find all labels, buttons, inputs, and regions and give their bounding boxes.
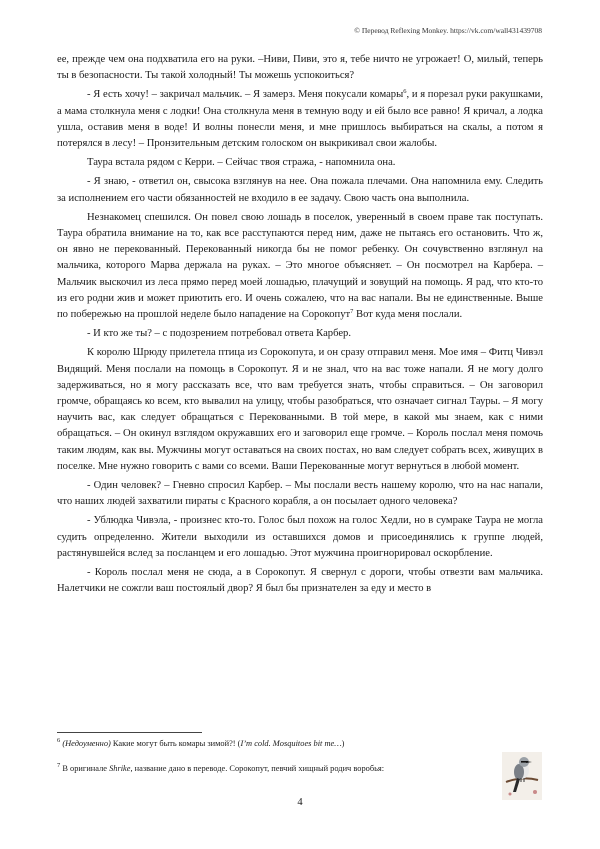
shrike-bird-image: [502, 752, 542, 800]
paragraph: - Я знаю, - ответил он, свысока взглянув на нее. Она пожала плечами. Она напомнила ему. Следить за исполнением его части обязанностей не входило в ее задачу. Свою часть она выполнила.: [57, 176, 543, 204]
paragraph: Таура встала рядом с Керри. – Сейчас твоя стража, - напомнила она.: [87, 157, 396, 169]
footnote-ref-7[interactable]: 7: [350, 308, 354, 316]
footnote-6: $^6$ (Недоуменно) Какие могут быть комары зимой?! (I’m cold. Mosquitoes bit me…): [57, 737, 345, 748]
main-text: [57, 52, 543, 598]
footnote-7: $^7$ В оригинале Shrike, название дано в переводе. Сорокопут, певчий хищный родич воробья:: [57, 762, 385, 773]
paragraph: Незнакомец спешился. Он повел свою лошадь в поселок, уверенный в своем праве так поступать. Таура обратила внимание на то, как все расступаются перед ним, даже не пытаясь его остановить. Что ж, он явно не перекованный. Перекованный никогда бы не помог ребенку. Он сочувственно взглянул на мальчика, которого Марва держала на руках. – Это многое объясняет. – Он посмотрел на Карбера. – Мальчик выскочил из леса прямо перед моей лошадью, плачущий и зовущий на помощь. Я рад, что кто-то из его родни жив и может приютить его. И очень сожалею, что на вас напали. Вы не единственные. Выше по побережью на прошлой неделе было нападение на Сорокопут$^7$ Вот куда меня послали.: [57, 211, 543, 321]
paragraph: - Король послал меня не сюда, а в Сорокопут. Я свернул с дороги, чтобы отвезти вам мальчика. Налетчики не сожгли ваш постоялый двор? Я был бы признателен за еду и место в: [57, 567, 543, 595]
footnote-divider: [57, 732, 202, 733]
paragraph: ее, прежде чем она подхватила его на руки. –Ниви, Пиви, это я, тебе ничто не угрожает! О, милый, теперь ты в безопасности. Ты такой холодный! Ты можешь успокоиться?: [57, 54, 543, 82]
page-number: 4: [297, 797, 303, 808]
paragraph: К королю Шрюду прилетела птица из Сорокопута, и он сразу отправил меня. Мое имя – Фитц Чивэл Видящий. Меня послали на помощь в Сорокопут. Я и не знал, что на вас тоже напали. Я не могу долго задерживаться, но я могу рассказать все, что вам требуется знать, чтобы справиться. – Он заговорил громче, обращаясь ко всем, кто вывалил на улицу, чтобы разобраться, что означает сигнал Тауры. – Я могу научить вас, как следует обращаться с Перекованными. В той мере, в какой мы знаем, как с ними обращаться. – Он окинул взглядом окружавших его и заговорил еще громче. – Король послал меня помочь таким людям, как вы. Мужчины могут оставаться на своих постах, но вам следует собрать всех, живущих в поселке. Мне нужно говорить с вами со всеми. Ваши Перекованные могут вернуться в любой момент.: [57, 347, 543, 472]
paragraph: - Ублюдка Чивэла, - произнес кто-то. Голос был похож на голос Хедли, но в сумраке Таура не могла судить определенно. Жители выходили из оставшихся домов и присоединялись к группе людей, растянувшейся вслед за посланцем и его лошадью. Этот мужчина проигнорировал оскорбление.: [57, 515, 543, 559]
paragraph: - Я есть хочу! – закричал мальчик. – Я замерз. Меня покусали комары$^6$, и я порезал руки ракушками, а мама столкнула меня с лодки! Она столкнула меня в темную воду и ей было все равно! Я кричал, а лодка ушла, оставив меня в воде! И волны понесли меня, и мне пришлось выбираться на скалы, а потом я потерялся в лесу! – Пронзительным детским голоском он выкрикивал свои жалобы.: [57, 88, 543, 150]
footnote-ref-6[interactable]: 6: [403, 88, 407, 96]
footnotes: [57, 738, 507, 788]
paragraph: - Один человек? – Гневно спросил Карбер. – Мы послали весть нашему королю, что на нас напали, что наших людей захватили пираты с Красного корабля, а он посылает одного человека?: [57, 480, 543, 508]
page-header-credit: © Перевод Reflexing Monkey. https://vk.com/wall431439708: [354, 26, 542, 35]
paragraph: - И кто же ты? – с подозрением потребовал ответа Карбер.: [87, 328, 351, 340]
